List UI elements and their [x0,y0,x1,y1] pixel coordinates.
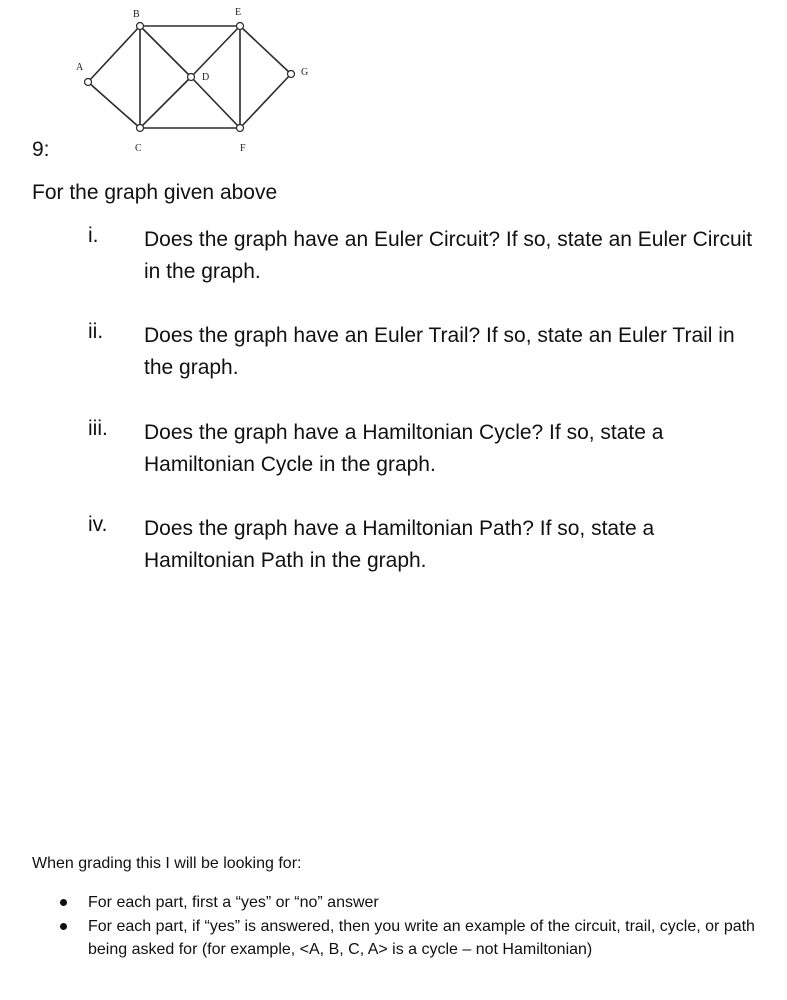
question-intro: For the graph given above [32,181,278,204]
graph-edge-D-F [191,77,240,128]
bullet-icon [60,899,67,906]
grading-criterion-text: For each part, first a “yes” or “no” answer [88,894,379,911]
graph-edge-A-C [88,82,140,128]
graph-vertex-G [288,71,295,78]
part-numeral: i. [88,224,99,247]
grading-criterion [60,915,760,961]
graph-vertex-F [237,125,244,132]
graph-edge-A-B [88,26,140,82]
bullet-icon [60,923,67,930]
graph-vertex-E [237,23,244,30]
graph-vertex-label-D: D [202,72,210,83]
part-numeral: iv. [88,513,108,536]
part-text: Does the graph have an Euler Circuit? If so, state an Euler Circuit in the graph. [144,228,753,283]
question-number: 9: [32,138,50,161]
part-text: Does the graph have an Euler Trail? If so, state an Euler Trail in the graph. [144,324,735,379]
grading-criteria-list [60,891,760,962]
part-numeral: iii. [88,417,108,440]
graph-vertex-label-G: G [301,67,309,78]
graph-vertex-label-E: E [235,7,242,18]
graph-vertices [76,7,308,154]
graph-vertex-label-A: A [76,62,84,73]
graph-vertex-A [85,79,92,86]
grading-criterion [60,891,760,914]
grading-title: When grading this I will be looking for: [32,855,302,872]
graph-edge-B-D [140,26,191,77]
part-text: Does the graph have a Hamiltonian Path? If so, state a Hamiltonian Path in the graph. [144,517,655,572]
graph-vertex-label-C: C [135,143,142,154]
grading-criterion-text: For each part, if “yes” is answered, then you write an example of the circuit, trail, cycle, or path being asked for (for example, <A, B, C, A> is a cycle – not Hamiltonian) [88,918,755,958]
graph-vertex-label-F: F [240,143,246,154]
graph-edge-E-G [240,26,291,74]
graph-vertex-B [137,23,144,30]
graph-edge-C-D [140,77,191,128]
graph-vertex-D [188,74,195,81]
part-numeral: ii. [88,320,104,343]
graph-diagram [0,0,340,160]
graph-vertex-C [137,125,144,132]
graph-vertex-label-B: B [133,9,140,20]
part-text: Does the graph have a Hamiltonian Cycle? If so, state a Hamiltonian Cycle in the graph. [144,421,664,476]
graph-edge-D-E [191,26,240,77]
graph-edge-F-G [240,74,291,128]
